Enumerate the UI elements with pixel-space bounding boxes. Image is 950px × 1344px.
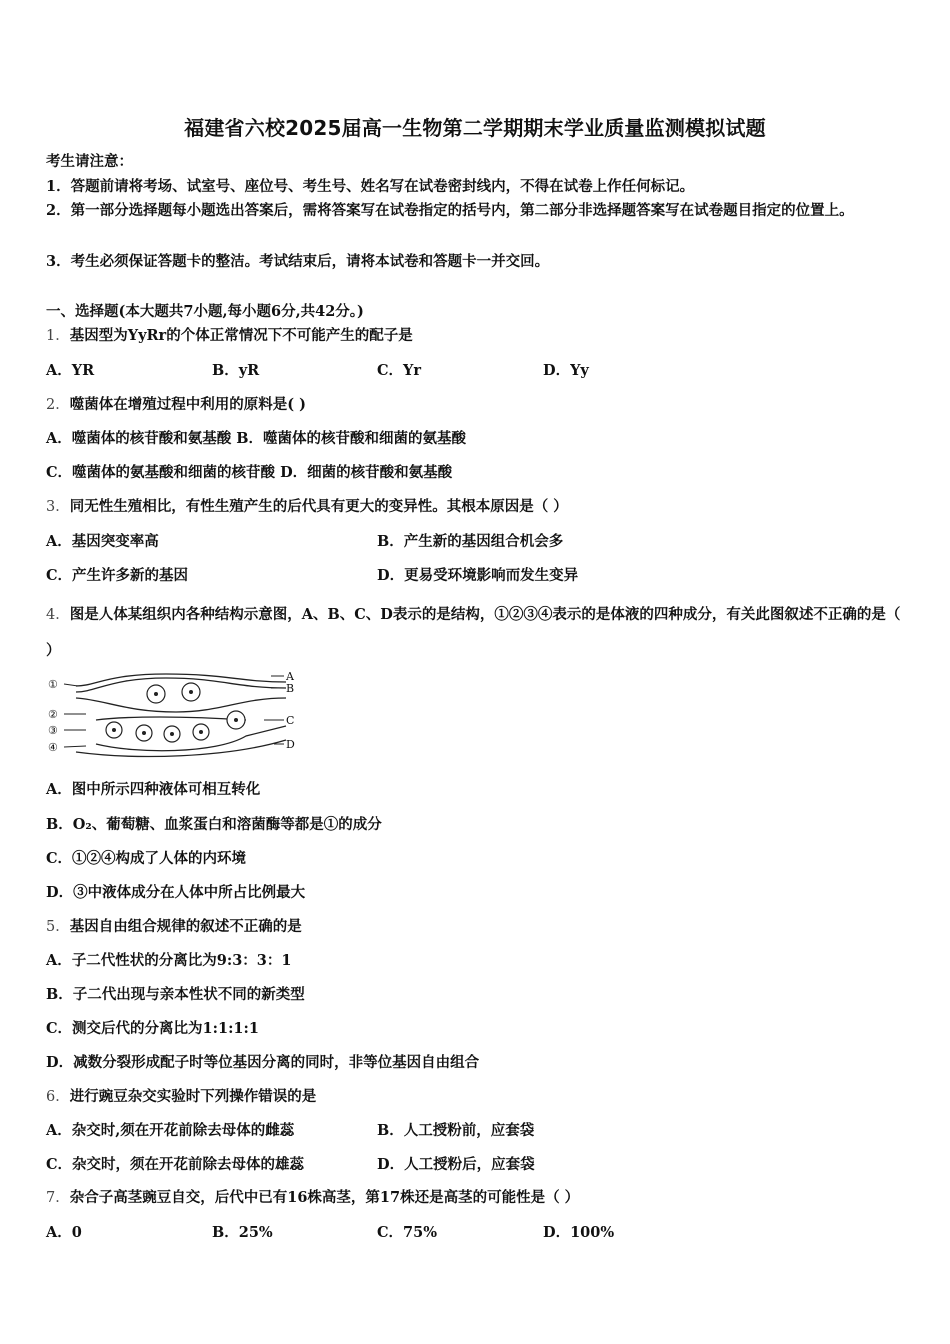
notice-item-2: 2．第一部分选择题每小题选出答案后，需将答案写在试卷指定的括号内，第二部分非选择题答案写在试卷题目指定的位置上。 — [46, 202, 854, 219]
q3-option-c[interactable]: C．产生许多新的基因 — [46, 567, 189, 584]
q5-option-a[interactable]: A．子二代性状的分离比为9:3：3：1 — [46, 952, 292, 969]
q4-option-b[interactable]: B．O₂、葡萄糖、血浆蛋白和溶菌酶等都是①的成分 — [46, 816, 382, 833]
q4-option-a[interactable]: A．图中所示四种液体可相互转化 — [46, 781, 261, 798]
figure-label-c: C — [286, 714, 295, 727]
q6-option-b[interactable]: B．人工授粉前，应套袋 — [377, 1122, 535, 1139]
lymph-vessel-bottom — [76, 740, 286, 756]
q1-option-b[interactable]: B．yR — [212, 362, 260, 379]
tissue-structure-diagram — [46, 668, 306, 760]
q4-option-d[interactable]: D．③中液体成分在人体中所占比例最大 — [46, 884, 306, 901]
q5-option-d[interactable]: D．减数分裂形成配子时等位基因分离的同时，非等位基因自由组合 — [46, 1054, 480, 1071]
figure-label-4: ④ — [48, 741, 58, 754]
q7-option-a[interactable]: A．0 — [46, 1224, 82, 1241]
question-2 — [46, 395, 306, 415]
q7-option-d[interactable]: D．100% — [543, 1224, 615, 1241]
q6-option-a[interactable]: A．杂交时,须在开花前除去母体的雌蕊 — [46, 1122, 295, 1139]
question-text: 同无性生殖相比，有性生殖产生的后代具有更大的变异性。其根本原因是（ ） — [69, 498, 568, 515]
question-text: 噬菌体在增殖过程中利用的原料是( ) — [69, 396, 307, 413]
figure-label-3: ③ — [48, 724, 58, 737]
q6-option-d[interactable]: D．人工授粉后，应套袋 — [377, 1156, 535, 1173]
question-5 — [46, 917, 302, 937]
q3-option-a[interactable]: A．基因突变率高 — [46, 533, 159, 550]
q5-option-c[interactable]: C．测交后代的分离比为1:1:1:1 — [46, 1020, 259, 1037]
q7-option-b[interactable]: B．25% — [212, 1224, 273, 1241]
page-title: 福建省六校2025届高一生物第二学期期末学业质量监测模拟试题 — [184, 116, 766, 140]
q5-option-b[interactable]: B．子二代出现与亲本性状不同的新类型 — [46, 986, 305, 1003]
q3-option-d[interactable]: D．更易受环境影响而发生变异 — [377, 567, 579, 584]
notice-item-1: 1．答题前请将考场、试室号、座位号、考生号、姓名写在试卷密封线内，不得在试卷上作任何标记。 — [46, 178, 695, 195]
q1-option-a[interactable]: A．YR — [46, 362, 95, 379]
question-number: 6． — [46, 1089, 70, 1105]
figure-label-d: D — [286, 738, 295, 751]
q1-option-c[interactable]: C．Yr — [377, 362, 422, 379]
question-4 — [46, 597, 906, 669]
vessel-wall-bottom — [76, 698, 286, 712]
question-text: 基因型为YyRr的个体正常情况下不可能产生的配子是 — [69, 327, 413, 344]
notice-heading: 考生请注意： — [46, 153, 133, 170]
question-number: 7． — [46, 1190, 70, 1206]
figure-label-a: A — [286, 670, 294, 683]
question-text: 杂合子高茎豌豆自交，后代中已有16株高茎，第17株还是高茎的可能性是（ ） — [69, 1189, 580, 1206]
q7-option-c[interactable]: C．75% — [377, 1224, 437, 1241]
question-number: 2． — [46, 397, 70, 413]
q1-option-d[interactable]: D．Yy — [543, 362, 589, 379]
section-heading: 一、选择题(本大题共7小题,每小题6分,共42分。) — [46, 303, 364, 320]
q6-option-c[interactable]: C．杂交时，须在开花前除去母体的雄蕊 — [46, 1156, 305, 1173]
notice-item-3: 3．考生必须保证答题卡的整洁。考试结束后，请将本试卷和答题卡一并交回。 — [46, 253, 550, 270]
question-1 — [46, 326, 413, 346]
q2-options-cd[interactable]: C．噬菌体的氨基酸和细菌的核苷酸 D．细菌的核苷酸和氨基酸 — [46, 464, 453, 481]
vessel-wall-top — [76, 674, 286, 686]
question-number: 4． — [46, 607, 70, 623]
question-number: 3． — [46, 499, 70, 515]
question-text: 图是人体某组织内各种结构示意图，A、B、C、D表示的是结构，①②③④表示的是体液的四种成分，有关此图叙述不正确的是（ ） — [46, 606, 901, 659]
q2-options-ab[interactable]: A．噬菌体的核苷酸和氨基酸 B．噬菌体的核苷酸和细菌的氨基酸 — [46, 430, 467, 447]
question-6 — [46, 1087, 316, 1107]
question-number: 1． — [46, 328, 70, 344]
figure-label-1: ① — [48, 678, 58, 691]
question-text: 基因自由组合规律的叙述不正确的是 — [69, 918, 302, 935]
question-number: 5． — [46, 919, 70, 935]
figure-label-b: B — [286, 682, 295, 695]
question-7 — [46, 1188, 579, 1208]
q4-option-c[interactable]: C．①②④构成了人体的内环境 — [46, 850, 247, 867]
figure-label-2: ② — [48, 708, 58, 721]
question-text: 进行豌豆杂交实验时下列操作错误的是 — [69, 1088, 317, 1105]
cell-layer-top — [96, 717, 246, 720]
q3-option-b[interactable]: B．产生新的基因组合机会多 — [377, 533, 564, 550]
question-3 — [46, 497, 568, 517]
